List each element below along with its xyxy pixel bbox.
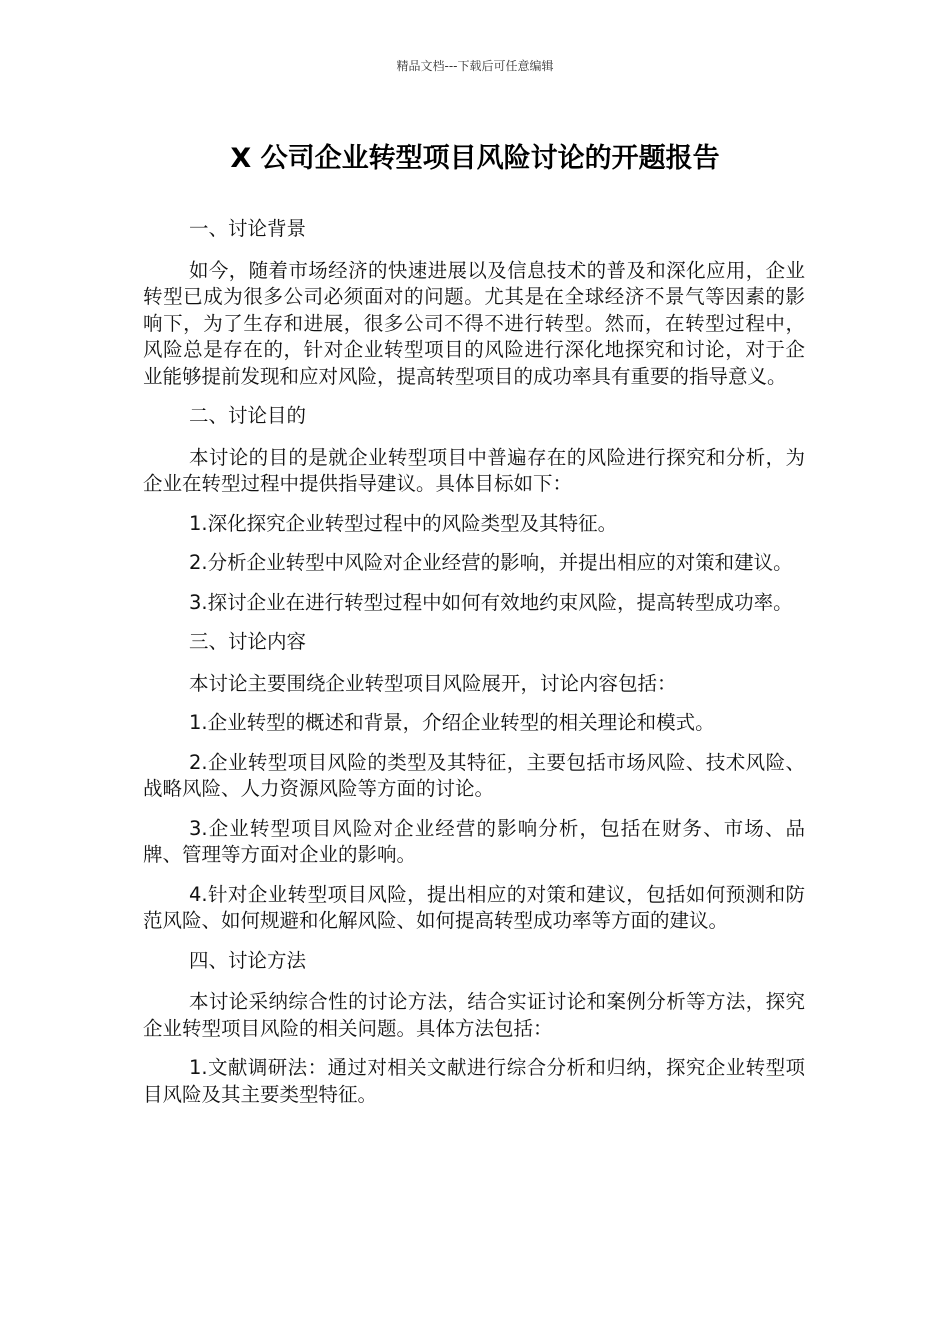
list-item-content-1: 1.企业转型的概述和背景，介绍企业转型的相关理论和模式。: [189, 711, 715, 734]
document-title: X 公司企业转型项目风险讨论的开题报告: [230, 143, 720, 174]
section-heading-method: 四、讨论方法: [189, 948, 307, 972]
page-header: 精品文档---下载后可任意编辑: [396, 59, 554, 73]
paragraph-purpose-intro: 本讨论的目的是就企业转型项目中普遍存在的风险进行探究和分析，为企业在转型过程中提供指导建议。具体目标如下：: [143, 445, 805, 495]
list-item-method-1: 1.文献调研法：通过对相关文献进行综合分析和归纳，探究企业转型项目风险及其主要类型特征。: [143, 1056, 805, 1106]
section-heading-background: 一、讨论背景: [189, 217, 307, 240]
list-item-purpose-3: 3.探讨企业在进行转型过程中如何有效地约束风险，提高转型成功率。: [189, 590, 793, 614]
list-item-content-3: 3.企业转型项目风险对企业经营的影响分析，包括在财务、市场、品牌、管理等方面对企业的影响。: [143, 816, 805, 866]
paragraph-method-intro: 本讨论采纳综合性的讨论方法，结合实证讨论和案例分析等方法，探究企业转型项目风险的相关问题。具体方法包括：: [143, 990, 805, 1040]
paragraph-background: 如今，随着市场经济的快速进展以及信息技术的普及和深化应用，企业转型已成为很多公司必须面对的问题。尤其是在全球经济不景气等因素的影响下，为了生存和进展，很多公司不得不进行转型。然而，在转型过程中，风险总是存在的，针对企业转型项目的风险进行深化地探究和讨论，对于企业能够提前发现和应对风险，提高转型项目的成功率具有重要的指导意义。: [143, 258, 805, 388]
list-item-content-4: 4.针对企业转型项目风险，提出相应的对策和建议，包括如何预测和防范风险、如何规避和化解风险、如何提高转型成功率等方面的建议。: [143, 882, 805, 932]
paragraph-content-intro: 本讨论主要围绕企业转型项目风险展开，讨论内容包括：: [189, 671, 677, 695]
list-item-purpose-2: 2.分析企业转型中风险对企业经营的影响，并提出相应的对策和建议。: [189, 551, 793, 574]
list-item-purpose-1: 1.深化探究企业转型过程中的风险类型及其特征。: [189, 511, 618, 535]
section-heading-purpose: 二、讨论目的: [189, 404, 307, 427]
section-heading-content: 三、讨论内容: [189, 630, 307, 653]
list-item-content-2: 2.企业转型项目风险的类型及其特征，主要包括市场风险、技术风险、战略风险、人力资源风险等方面的讨论。: [143, 750, 805, 800]
document-body: [143, 216, 805, 1121]
